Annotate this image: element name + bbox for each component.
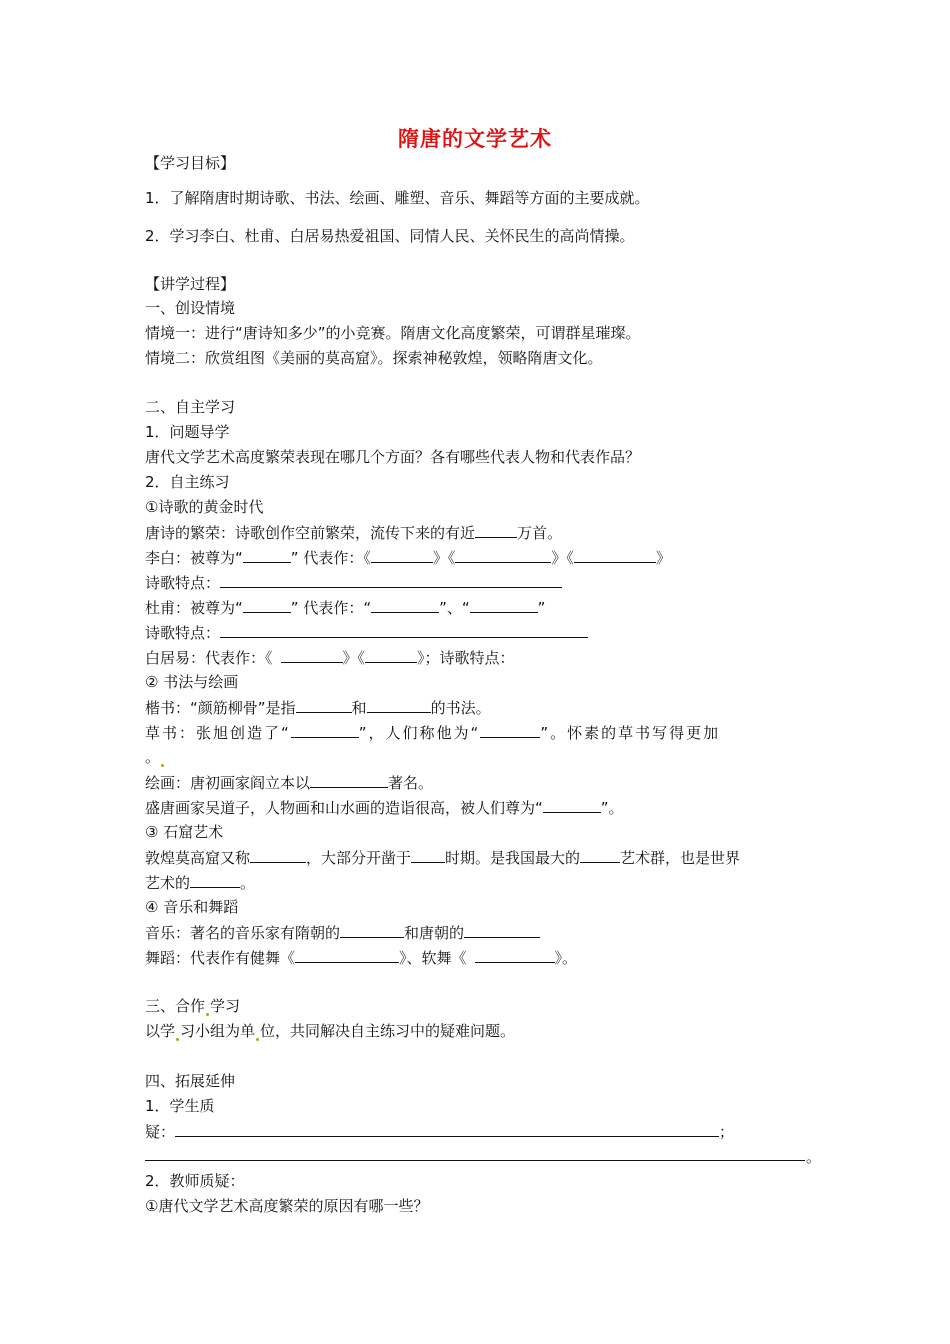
poetry-line-1: 唐诗的繁荣：诗歌创作空前繁荣，流传下来的有近 万首。	[145, 524, 563, 542]
caoshu-line-end: 。	[145, 747, 165, 767]
dance-line: 舞蹈：代表作有健舞《 》、软舞《 》。	[145, 949, 578, 967]
blank[interactable]	[296, 697, 352, 713]
grotto-heading: ③ 石窟艺术	[145, 823, 224, 841]
libai-feature-line: 诗歌特点：	[145, 572, 562, 593]
blank[interactable]	[243, 597, 291, 613]
dufu-line: 杜甫：被尊为“ ” 代表作：“ ”、“ ”	[145, 599, 546, 617]
poetry-heading: ①诗歌的黄金时代	[145, 498, 264, 516]
question-guide-title: 1．问题导学	[145, 423, 230, 441]
process-heading: 【讲学过程】	[145, 275, 236, 293]
teacher-question-title: 2．教师质疑：	[145, 1172, 245, 1190]
blank[interactable]	[411, 847, 445, 863]
blank[interactable]	[365, 647, 417, 663]
blank[interactable]	[250, 847, 306, 863]
libai-line: 李白：被尊为“ ” 代表作：《 》《 》《 》	[145, 549, 671, 567]
blank[interactable]	[371, 547, 433, 563]
blank[interactable]	[291, 722, 359, 738]
blank[interactable]	[475, 947, 555, 963]
question-guide-text: 唐代文学艺术高度繁荣表现在哪几个方面？各有哪些代表人物和代表作品？	[145, 448, 641, 466]
blank[interactable]	[310, 772, 388, 788]
mark	[161, 764, 164, 767]
blank[interactable]	[574, 547, 656, 563]
blank[interactable]	[340, 922, 404, 938]
music-line: 音乐：著名的音乐家有隋朝的 和唐朝的	[145, 922, 540, 943]
scenario-2: 情境二：欣赏组图《美丽的莫高窟》。探索神秘敦煌，领略隋唐文化。	[145, 349, 603, 367]
mark	[176, 1038, 179, 1041]
blank[interactable]	[371, 597, 439, 613]
section-1-heading: 一、创设情境	[145, 299, 236, 317]
wudaozi-line: 盛唐画家吴道子，人物画和山水画的造诣很高，被人们尊为“ ”。	[145, 799, 624, 817]
blank[interactable]	[281, 647, 343, 663]
goal-item-2: 2．学习李白、杜甫、白居易热爱祖国、同情人民、关怀民生的高尚情操。	[145, 227, 635, 245]
goal-item-1: 1．了解隋唐时期诗歌、书法、绘画、雕塑、音乐、舞蹈等方面的主要成就。	[145, 189, 650, 207]
mark	[206, 1013, 209, 1016]
teacher-question-1: ①唐代文学艺术高度繁荣的原因有哪一些？	[145, 1197, 429, 1215]
dufu-feature-line: 诗歌特点：	[145, 622, 588, 643]
answer-blank[interactable]	[175, 1121, 719, 1137]
blank[interactable]	[190, 872, 240, 888]
section-3-text: 以学 习小组为单 位，共同解决自主练习中的疑难问题。	[145, 1022, 516, 1040]
baijuyi-line: 白居易：代表作：《 》《 》；诗歌特点：	[145, 649, 515, 667]
page-title: 隋唐的文学艺术	[398, 127, 552, 151]
calligraphy-heading: ② 书法与绘画	[145, 673, 239, 691]
grotto-line-2: 艺术的 。	[145, 874, 256, 892]
scenario-1: 情境一：进行“唐诗知多少”的小竞赛。隋唐文化高度繁荣，可谓群星璀璨。	[145, 324, 641, 342]
section-2-heading: 二、自主学习	[145, 398, 236, 416]
student-question-line: 疑： ；	[145, 1123, 735, 1141]
answer-line[interactable]	[145, 1160, 805, 1161]
caoshu-line: 草书：张旭创造了“ ”，人们称他为“ ”。怀素的草书写得更加	[145, 724, 721, 742]
blank[interactable]	[455, 547, 551, 563]
blank[interactable]	[243, 547, 291, 563]
blank[interactable]	[295, 947, 399, 963]
music-heading: ④ 音乐和舞蹈	[145, 898, 239, 916]
painting-line: 绘画：唐初画家阎立本以 著名。	[145, 774, 434, 792]
answer-line-end: 。	[806, 1148, 822, 1166]
blank[interactable]	[367, 697, 431, 713]
practice-title: 2．自主练习	[145, 473, 230, 491]
blank[interactable]	[220, 622, 588, 638]
blank[interactable]	[475, 522, 517, 538]
section-3-heading: 三、合作 学习	[145, 997, 241, 1015]
grotto-line-1: 敦煌莫高窟又称 ，大部分开凿于 时期。是我国最大的 艺术群，也是世界	[145, 849, 741, 867]
blank[interactable]	[220, 572, 562, 588]
mark	[256, 1038, 259, 1041]
goals-heading: 【学习目标】	[145, 154, 236, 172]
section-4-heading: 四、拓展延伸	[145, 1072, 236, 1090]
kaishu-line: 楷书：“颜筋柳骨”是指 和 的书法。	[145, 699, 491, 717]
student-question-title: 1．学生质	[145, 1097, 215, 1115]
blank[interactable]	[543, 797, 601, 813]
blank[interactable]	[470, 597, 538, 613]
blank[interactable]	[480, 722, 540, 738]
blank[interactable]	[464, 922, 540, 938]
blank[interactable]	[580, 847, 620, 863]
